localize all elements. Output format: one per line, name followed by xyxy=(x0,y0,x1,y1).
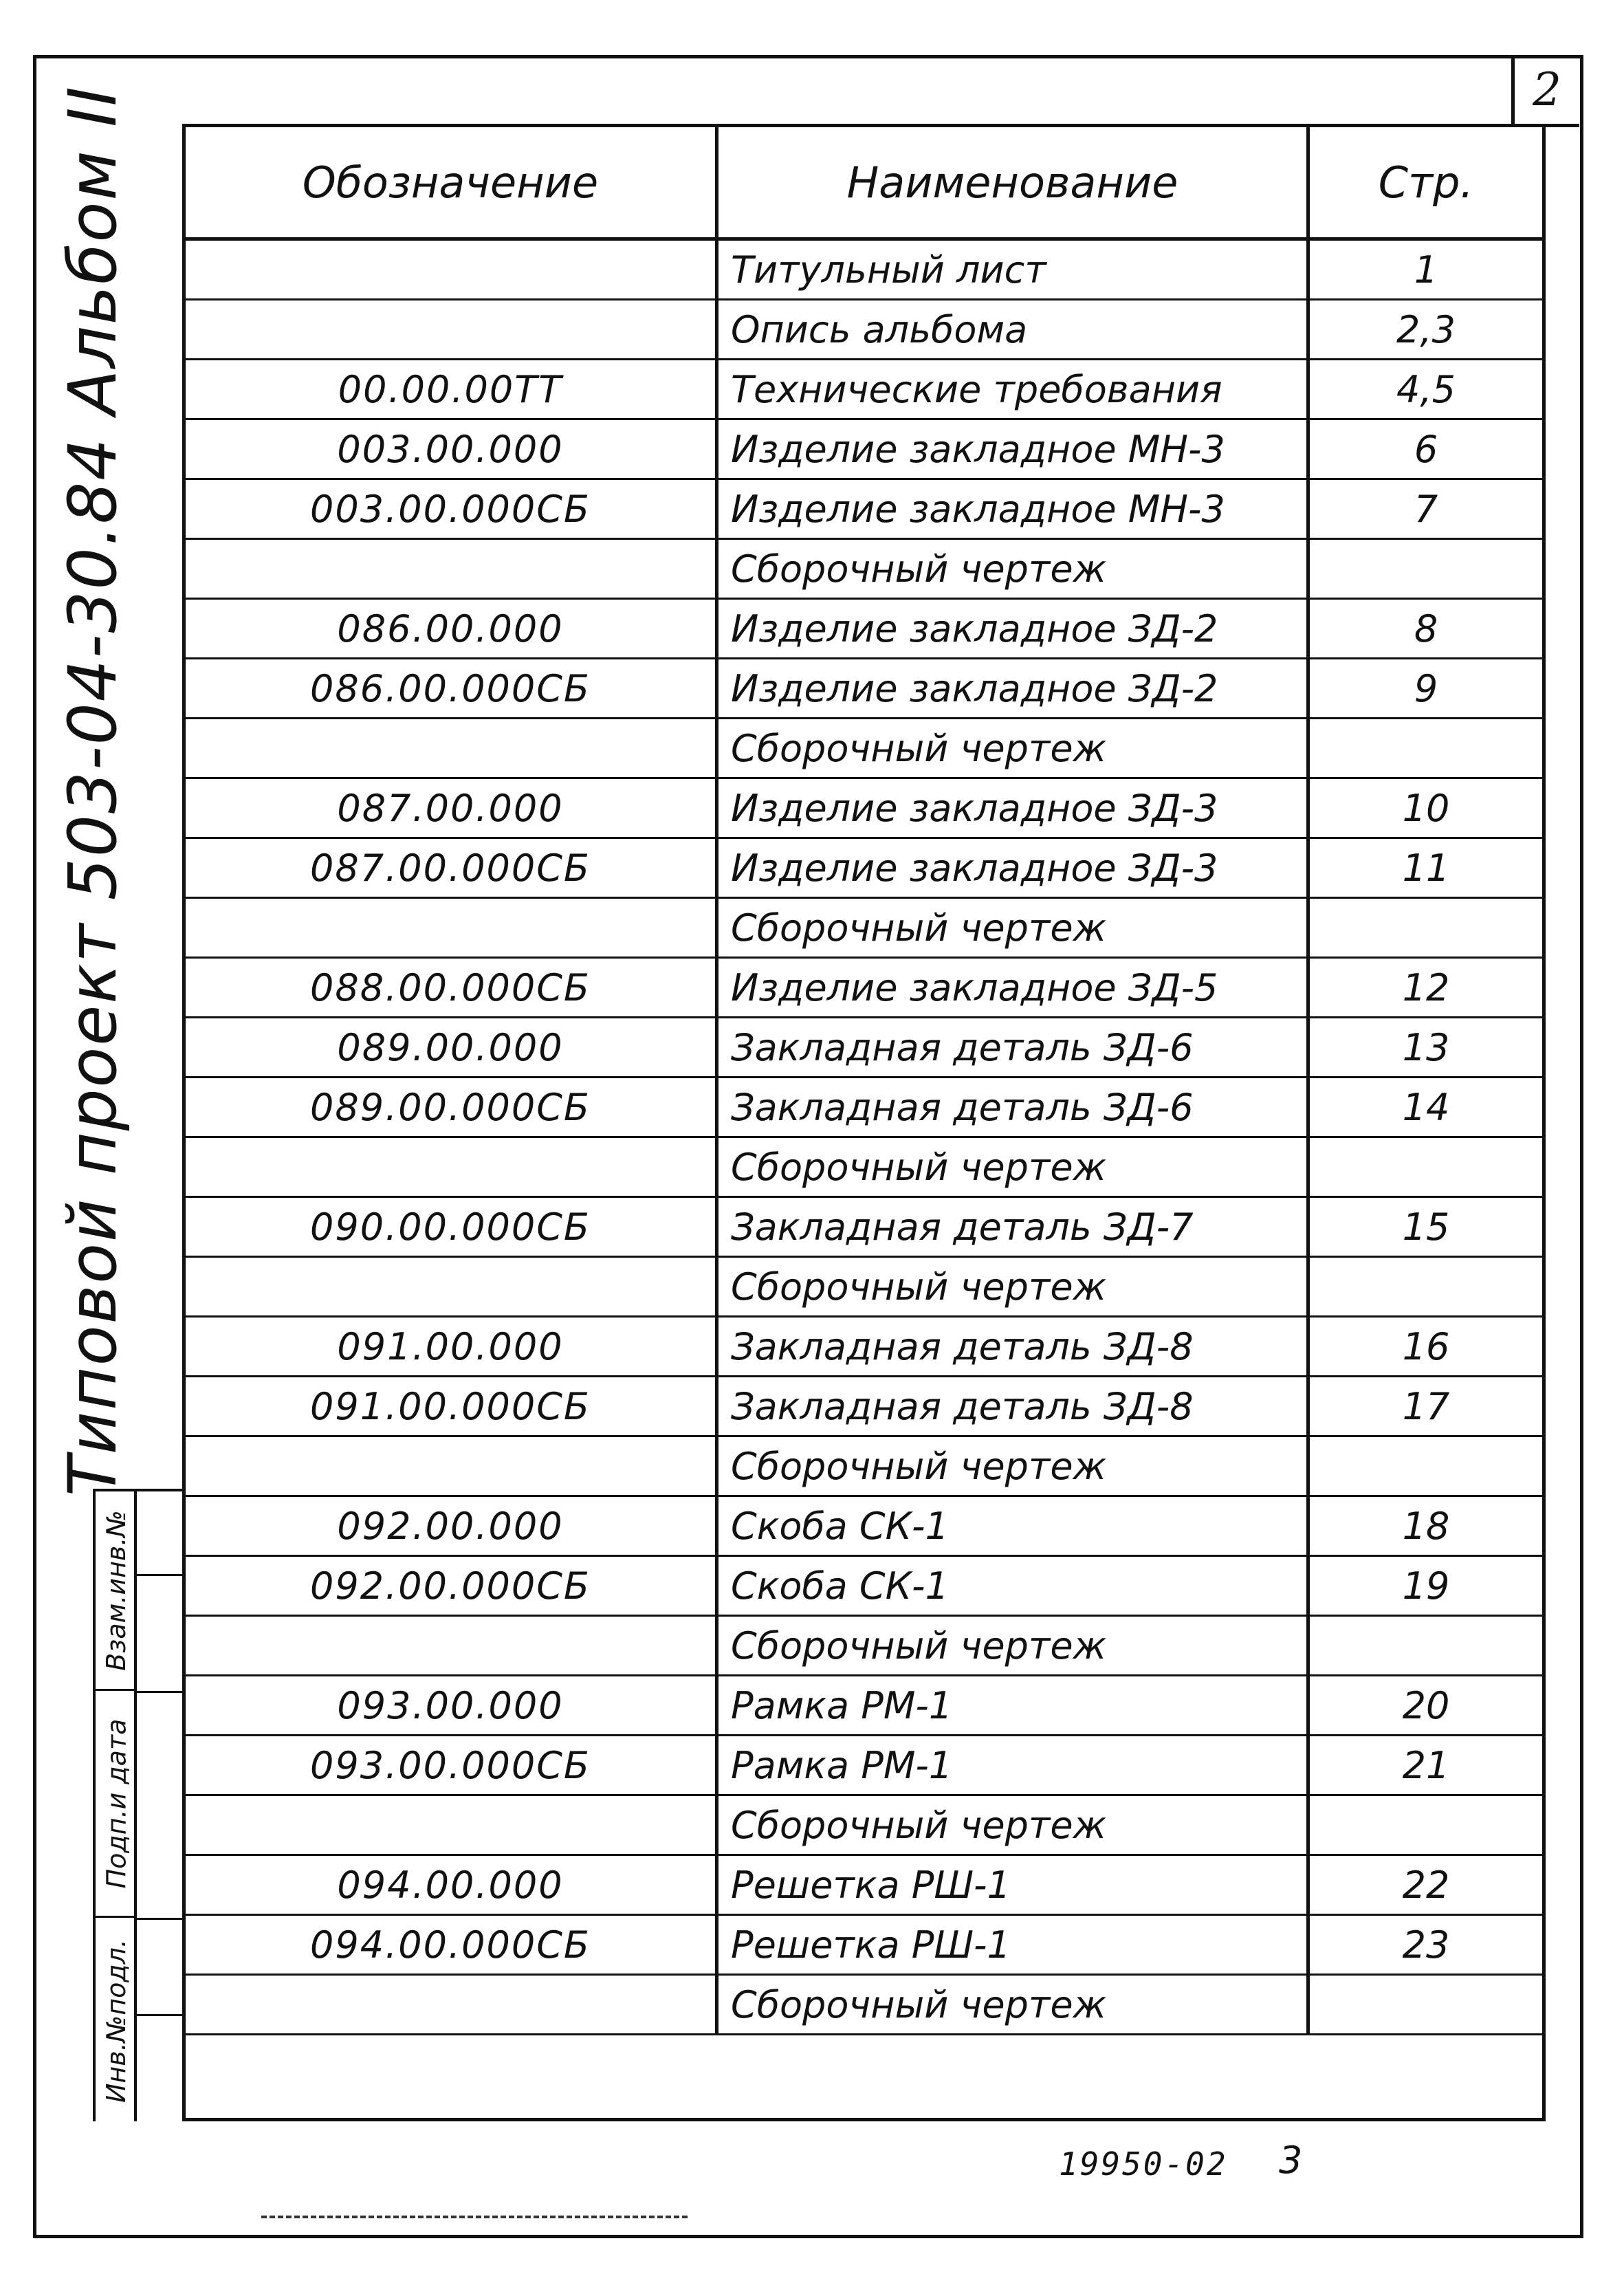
row-designation: 086.00.000СБ xyxy=(186,659,718,717)
stamp-divider xyxy=(137,1574,182,1576)
table-row xyxy=(186,480,1542,540)
table-row xyxy=(186,1557,1542,1617)
row-designation: 091.00.000 xyxy=(186,1318,718,1375)
row-name: Рамка РМ-1 xyxy=(718,1736,1310,1794)
table-row xyxy=(186,959,1542,1018)
row-name: Закладная деталь ЗД-8 xyxy=(718,1377,1310,1435)
row-designation xyxy=(186,1258,718,1315)
row-page: 7 xyxy=(1414,487,1438,531)
row-name: Закладная деталь ЗД-8 xyxy=(718,1318,1310,1375)
row-designation: 090.00.000СБ xyxy=(186,1198,718,1256)
row-page: 6 xyxy=(1414,427,1438,471)
row-designation: 088.00.000СБ xyxy=(186,959,718,1016)
row-name: Технические требования xyxy=(718,360,1310,418)
row-page: 19 xyxy=(1402,1564,1450,1608)
row-page: 2,3 xyxy=(1396,307,1456,351)
row-name: Изделие закладное ЗД-5 xyxy=(718,959,1310,1016)
row-name: Сборочный чертеж xyxy=(718,1796,1310,1854)
table-row xyxy=(186,1018,1542,1078)
stamp-divider xyxy=(137,1918,182,1920)
row-name: Изделие закладное ЗД-3 xyxy=(718,779,1310,837)
page-number: 2 xyxy=(1511,55,1579,127)
row-page xyxy=(1310,540,1542,598)
row-page xyxy=(1310,1258,1542,1315)
row-designation: 092.00.000 xyxy=(186,1497,718,1555)
row-name: Сборочный чертеж xyxy=(718,1138,1310,1196)
row-name: Изделие закладное ЗД-2 xyxy=(718,659,1310,717)
row-designation: 094.00.000СБ xyxy=(186,1916,718,1974)
row-page: 13 xyxy=(1402,1025,1450,1069)
row-page: 11 xyxy=(1402,846,1450,890)
row-designation: 093.00.000 xyxy=(186,1676,718,1734)
row-designation xyxy=(186,1617,718,1674)
row-page xyxy=(1310,1976,1542,2033)
sheet-number: 3 xyxy=(1279,2139,1303,2182)
table-row xyxy=(186,300,1542,360)
contents-table xyxy=(182,124,1546,2121)
table-row xyxy=(186,1796,1542,1856)
row-page: 1 xyxy=(1414,248,1438,292)
stamp-divider xyxy=(137,2014,182,2016)
contents-table-body xyxy=(186,127,1542,2035)
row-name: Рамка РМ-1 xyxy=(718,1676,1310,1734)
row-name: Закладная деталь ЗД-6 xyxy=(718,1078,1310,1136)
table-row xyxy=(186,899,1542,959)
row-designation: 091.00.000СБ xyxy=(186,1377,718,1435)
stamp-label-column xyxy=(96,1491,137,2121)
row-page xyxy=(1310,1138,1542,1196)
row-designation xyxy=(186,1796,718,1854)
row-designation: 089.00.000СБ xyxy=(186,1078,718,1136)
row-name: Сборочный чертеж xyxy=(718,719,1310,777)
table-row xyxy=(186,1736,1542,1796)
table-row xyxy=(186,779,1542,839)
row-name: Скоба СК-1 xyxy=(718,1497,1310,1555)
row-page: 23 xyxy=(1402,1923,1450,1967)
row-designation: 093.00.000СБ xyxy=(186,1736,718,1794)
row-name: Сборочный чертеж xyxy=(718,540,1310,598)
row-designation xyxy=(186,300,718,358)
row-designation: 003.00.000СБ xyxy=(186,480,718,538)
row-designation: 00.00.00ТТ xyxy=(186,360,718,418)
table-row xyxy=(186,1976,1542,2035)
album-side-title-text: Типовой проект 503-04-30.84 Альбом II xyxy=(54,85,132,1496)
table-row xyxy=(186,1437,1542,1497)
row-name: Решетка РШ-1 xyxy=(718,1916,1310,1974)
table-row xyxy=(186,420,1542,480)
row-page: 9 xyxy=(1414,666,1438,710)
row-designation xyxy=(186,719,718,777)
document-number: 19950-02 xyxy=(1059,2145,1228,2183)
scan-artifact-line xyxy=(261,2216,688,2218)
row-page: 15 xyxy=(1402,1205,1450,1249)
row-designation: 089.00.000 xyxy=(186,1018,718,1076)
row-name: Сборочный чертеж xyxy=(718,1437,1310,1495)
row-page: 17 xyxy=(1402,1384,1450,1428)
row-page xyxy=(1310,719,1542,777)
table-row xyxy=(186,1497,1542,1557)
table-row xyxy=(186,1377,1542,1437)
table-row xyxy=(186,1916,1542,1976)
row-name: Закладная деталь ЗД-7 xyxy=(718,1198,1310,1256)
row-page: 22 xyxy=(1402,1863,1450,1907)
row-designation xyxy=(186,1437,718,1495)
stamp-replace-inv: Взам.инв.№ xyxy=(96,1491,137,1691)
stamp-sign-date: Подп.и дата xyxy=(96,1691,137,1918)
table-row xyxy=(186,1198,1542,1258)
row-name: Изделие закладное МН-3 xyxy=(718,420,1310,478)
table-row xyxy=(186,360,1542,420)
row-designation: 087.00.000 xyxy=(186,779,718,837)
row-name: Сборочный чертеж xyxy=(718,1976,1310,2033)
row-page: 12 xyxy=(1402,965,1450,1009)
album-side-title xyxy=(28,85,158,1496)
table-row xyxy=(186,1258,1542,1318)
table-row xyxy=(186,1078,1542,1138)
row-name: Изделие закладное ЗД-2 xyxy=(718,600,1310,657)
table-row xyxy=(186,1676,1542,1736)
table-row xyxy=(186,1617,1542,1676)
row-name: Сборочный чертеж xyxy=(718,899,1310,956)
row-designation: 087.00.000СБ xyxy=(186,839,718,897)
row-designation xyxy=(186,540,718,598)
row-name: Изделие закладное МН-3 xyxy=(718,480,1310,538)
row-designation xyxy=(186,241,718,298)
table-row xyxy=(186,241,1542,300)
row-page: 20 xyxy=(1402,1683,1450,1727)
row-name: Решетка РШ-1 xyxy=(718,1856,1310,1914)
approval-stamp xyxy=(93,1489,182,2121)
row-page: 14 xyxy=(1402,1085,1450,1129)
row-name: Сборочный чертеж xyxy=(718,1617,1310,1674)
row-name: Изделие закладное ЗД-3 xyxy=(718,839,1310,897)
header-page: Стр. xyxy=(1378,157,1474,208)
row-page xyxy=(1310,1617,1542,1674)
table-header xyxy=(186,127,1542,241)
row-page: 8 xyxy=(1414,606,1438,651)
row-page: 16 xyxy=(1402,1324,1450,1368)
row-designation xyxy=(186,899,718,956)
row-name: Закладная деталь ЗД-6 xyxy=(718,1018,1310,1076)
table-row xyxy=(186,659,1542,719)
row-page xyxy=(1310,1437,1542,1495)
table-row xyxy=(186,1318,1542,1377)
table-row xyxy=(186,1856,1542,1916)
row-name: Скоба СК-1 xyxy=(718,1557,1310,1615)
table-row xyxy=(186,839,1542,899)
table-row xyxy=(186,1138,1542,1198)
row-name: Опись альбома xyxy=(718,300,1310,358)
header-name: Наименование xyxy=(718,127,1310,237)
table-rows xyxy=(186,241,1542,2035)
row-name: Титульный лист xyxy=(718,241,1310,298)
table-row xyxy=(186,719,1542,779)
row-designation: 086.00.000 xyxy=(186,600,718,657)
row-designation xyxy=(186,1976,718,2033)
header-designation: Обозначение xyxy=(186,127,718,237)
row-page: 21 xyxy=(1402,1743,1450,1787)
row-page: 18 xyxy=(1402,1504,1450,1548)
row-page: 10 xyxy=(1402,786,1450,830)
row-page: 4,5 xyxy=(1396,367,1456,411)
stamp-divider xyxy=(137,1691,182,1693)
table-row xyxy=(186,600,1542,659)
row-designation: 094.00.000 xyxy=(186,1856,718,1914)
row-page xyxy=(1310,1796,1542,1854)
table-row xyxy=(186,540,1542,600)
row-designation: 003.00.000 xyxy=(186,420,718,478)
row-designation xyxy=(186,1138,718,1196)
stamp-orig-inv: Инв.№подл. xyxy=(101,1938,132,2103)
row-designation: 092.00.000СБ xyxy=(186,1557,718,1615)
row-page xyxy=(1310,899,1542,956)
row-name: Сборочный чертеж xyxy=(718,1258,1310,1315)
